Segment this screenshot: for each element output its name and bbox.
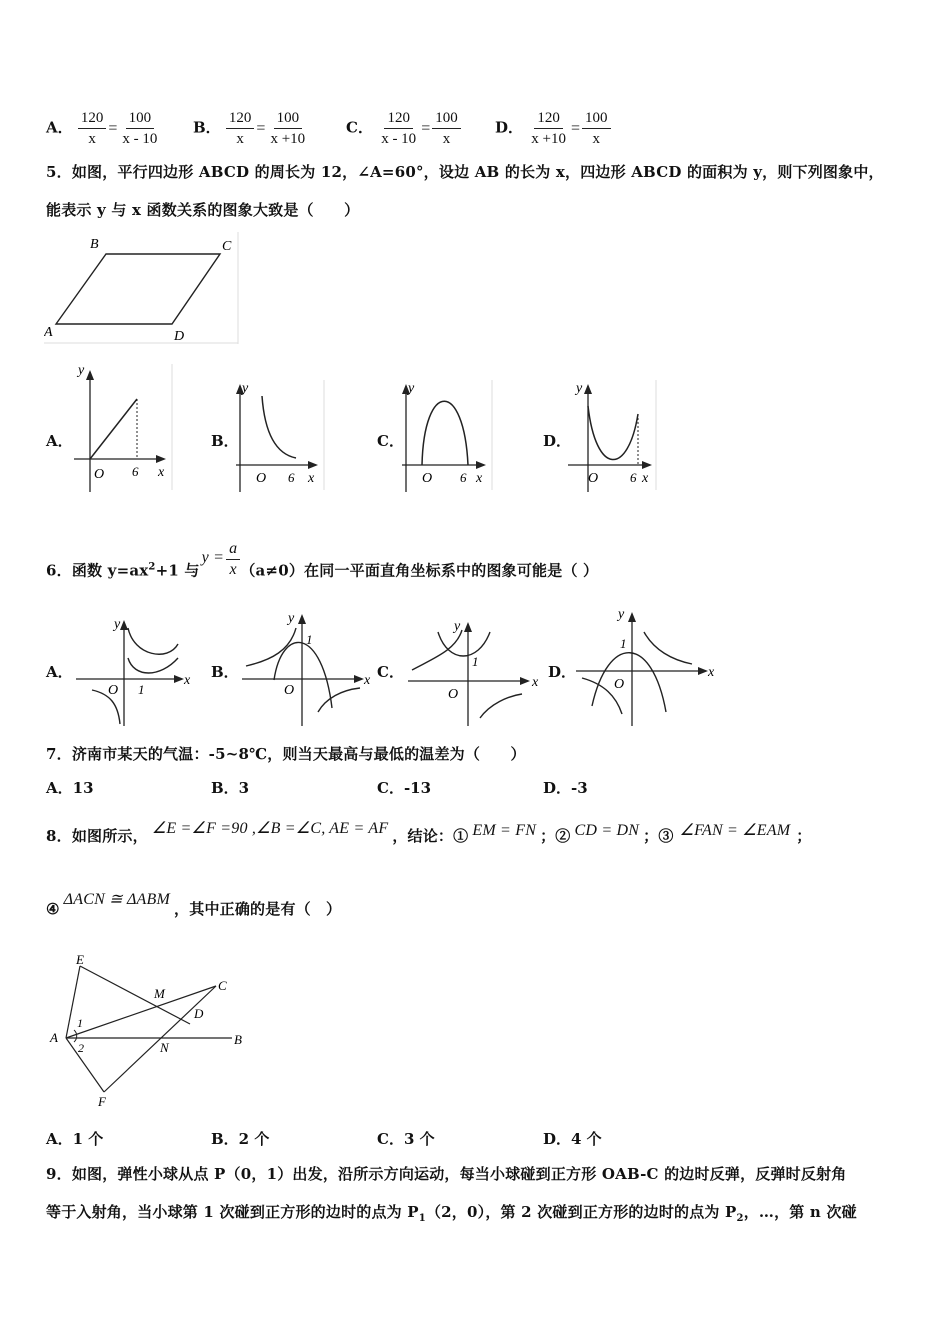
point-label-f: F [98, 1094, 106, 1109]
x-axis-arrow [520, 677, 530, 685]
tick-label-6: 6 [630, 470, 637, 485]
axis-label-y: y [454, 619, 461, 634]
angle-label-1: 1 [77, 1016, 83, 1030]
axis-label-x: x [184, 673, 191, 688]
origin-label: O [422, 471, 433, 486]
origin-label: O [614, 677, 625, 692]
q5-option-b-label[interactable]: B． [211, 432, 239, 450]
y-axis-arrow [86, 370, 94, 380]
point-label-a: A [50, 1030, 58, 1045]
y-axis-arrow [298, 614, 306, 624]
hyperbola-branch [644, 632, 692, 664]
axis-label-y: y [114, 617, 121, 632]
q9-text-line2: 等于入射角，当小球第 1 次碰到正方形的边时的点为 $P_1(2$，0），第 2 次碰到正方形的边时的点为 $P_2$，…，第 n 次碰 [46, 1203, 857, 1224]
q5-option-c-graph[interactable] [402, 378, 494, 492]
q6-option-c-graph[interactable] [404, 612, 544, 728]
function-curve [588, 406, 638, 460]
y-axis-arrow [120, 620, 128, 630]
fraction: $\frac{100}{x - 10}$ [122, 110, 158, 147]
q5-option-b-graph[interactable] [236, 378, 326, 492]
q7-text: 7．济南市某天的气温：-5~8℃，则当天最高与最低的温差为（ ） [46, 745, 526, 763]
tick-label-1: 1 [472, 654, 479, 669]
fraction: $\frac{120}{x - 10}$ [381, 110, 417, 147]
origin-label: O [108, 683, 119, 698]
hyperbola-branch [318, 688, 360, 712]
x-axis-arrow [476, 461, 486, 469]
function-curve [422, 401, 468, 465]
q6-text: 6．函数 $y=ax^2+1$ 与y = $\frac{a}{x}$ （a≠0）在同一平面直角坐标系中的图象可能是（ ） [46, 540, 599, 580]
axis-label-x: x [708, 665, 715, 680]
fraction: $\frac{100}{x}$ [432, 108, 461, 149]
x-axis-arrow [642, 461, 652, 469]
hyperbola-branch [128, 628, 178, 654]
q8-condition: ∠E =∠F =90 ,∠B =∠C, AE = AF [151, 820, 389, 837]
q8-option-b[interactable]: B．2 个 [211, 1130, 270, 1148]
parabola-curve [592, 653, 666, 712]
q6-option-c-label[interactable]: C． [377, 663, 404, 681]
q4-option-d[interactable]: D． $\frac{120}{x +10}$ = $\frac{100}{x}$ [495, 108, 611, 149]
q6-option-d-graph[interactable] [572, 602, 722, 728]
axis-label-x: x [476, 471, 483, 486]
tick-label-1: 1 [306, 632, 313, 647]
x-axis-arrow [308, 461, 318, 469]
point-label-e: E [76, 952, 84, 967]
axis-label-x: x [308, 471, 315, 486]
q5-option-d-label[interactable]: D． [543, 432, 572, 450]
q4-option-c[interactable]: C． $\frac{120}{x - 10}$ = $\frac{100}{x}$ [346, 108, 461, 149]
q8-option-d[interactable]: D．4 个 [543, 1130, 602, 1148]
y-axis-arrow [628, 612, 636, 622]
axis-label-y: y [618, 607, 625, 622]
x-axis-arrow [174, 675, 184, 683]
hyperbola-branch [412, 630, 462, 670]
q7-option-b[interactable]: B．3 [211, 779, 250, 797]
triangle-figure [46, 950, 246, 1110]
q9-text-line1: 9．如图，弹性小球从点 P（0，1）出发，沿所示方向运动，每当小球碰到正方形 OAB-C 的边时反弹，反弹时反射角 [46, 1165, 847, 1183]
point-label-b: B [234, 1032, 242, 1047]
q5-text-line1: 5．如图，平行四边形 ABCD 的周长为 12，∠A=60°，设边 AB 的长为 x，四边形 ABCD 的面积为 y，则下列图象中， [46, 163, 884, 181]
tick-label-6: 6 [288, 470, 295, 485]
axis-label-y: y [78, 363, 85, 378]
axis-label-y: y [242, 381, 249, 396]
vertex-label-c: C [222, 239, 232, 254]
fraction: $\frac{100}{x +10}$ [270, 110, 306, 147]
q7-option-a[interactable]: A．13 [46, 779, 94, 797]
parabola-curve [438, 632, 490, 656]
q6-option-a-label[interactable]: A． [46, 663, 73, 681]
q5-option-a-label[interactable]: A． [46, 432, 73, 450]
q4-option-b[interactable]: B． $\frac{120}{x}$ = $\frac{100}{x +10}$ [193, 108, 308, 149]
q5-option-c-label[interactable]: C． [377, 432, 404, 450]
y-axis-arrow [584, 384, 592, 394]
tick-label-6: 6 [132, 464, 139, 479]
x-axis-arrow [156, 455, 166, 463]
origin-label: O [94, 467, 105, 482]
fraction: $\frac{120}{x}$ [226, 108, 255, 149]
q6-option-a-graph[interactable] [70, 612, 200, 728]
point-label-m: M [154, 986, 165, 1001]
angle-label-2: 2 [78, 1041, 84, 1055]
axis-label-y: y [288, 611, 295, 626]
q6-option-b-graph[interactable] [238, 604, 378, 728]
q5-option-a-graph[interactable] [72, 362, 176, 492]
vertex-label-b: B [90, 237, 99, 252]
axis-label-x: x [642, 471, 649, 486]
q8-text-line1: 8．如图所示， ∠E =∠F =90 ,∠B =∠C, AE = AF ，结论：① EM = FN ；② CD = DN ；③ ∠FAN = ∠EAM ； [46, 820, 812, 845]
tick-label-1: 1 [138, 682, 145, 697]
q7-option-c[interactable]: C．-13 [377, 779, 432, 797]
point-label-n: N [160, 1040, 169, 1055]
origin-label: O [448, 687, 459, 702]
parallelogram-shape [56, 254, 220, 324]
axis-label-x: x [532, 675, 539, 690]
q6-option-b-label[interactable]: B． [211, 663, 239, 681]
fraction: $\frac{120}{x}$ [78, 108, 107, 149]
tick-label-1: 1 [620, 636, 627, 651]
axis-label-y: y [408, 381, 415, 396]
axis-label-x: x [364, 673, 371, 688]
q8-text-line2: ④ΔACN ≅ ΔABM，其中正确的是有（ ） [46, 891, 342, 918]
origin-label: O [588, 471, 599, 486]
q7-option-d[interactable]: D．-3 [543, 779, 588, 797]
y-axis-arrow [464, 622, 472, 632]
origin-label: O [284, 683, 295, 698]
fraction: $\frac{100}{x}$ [582, 108, 611, 149]
origin-label: O [256, 471, 267, 486]
fraction: $\frac{a}{x}$ [226, 539, 240, 580]
vertex-label-d: D [174, 329, 185, 344]
function-curve [90, 399, 137, 459]
hyperbola-branch [480, 694, 522, 718]
axis-label-x: x [158, 465, 165, 480]
q8-option-c[interactable]: C．3 个 [377, 1130, 435, 1148]
x-axis-arrow [354, 675, 364, 683]
q8-option-a[interactable]: A．1 个 [46, 1130, 104, 1148]
parallelogram-figure [44, 232, 240, 344]
q5-text-line2: 能表示 y 与 x 函数关系的图象大致是（ ） [46, 201, 360, 219]
q5-option-d-graph[interactable] [568, 378, 658, 492]
axis-label-y: y [576, 381, 583, 396]
q4-option-a[interactable]: A． $\frac{120}{x}$ = $\frac{100}{x - 10}$ [46, 108, 160, 149]
function-curve [262, 396, 296, 458]
x-axis-arrow [698, 667, 708, 675]
parabola-curve [128, 658, 178, 673]
parabola-curve [274, 642, 332, 708]
fraction: $\frac{120}{x +10}$ [531, 110, 566, 147]
tick-label-6: 6 [460, 470, 467, 485]
point-label-d: D [194, 1006, 204, 1021]
point-label-c: C [218, 978, 227, 993]
vertex-label-a: A [44, 325, 53, 340]
q6-option-d-label[interactable]: D． [548, 663, 577, 681]
